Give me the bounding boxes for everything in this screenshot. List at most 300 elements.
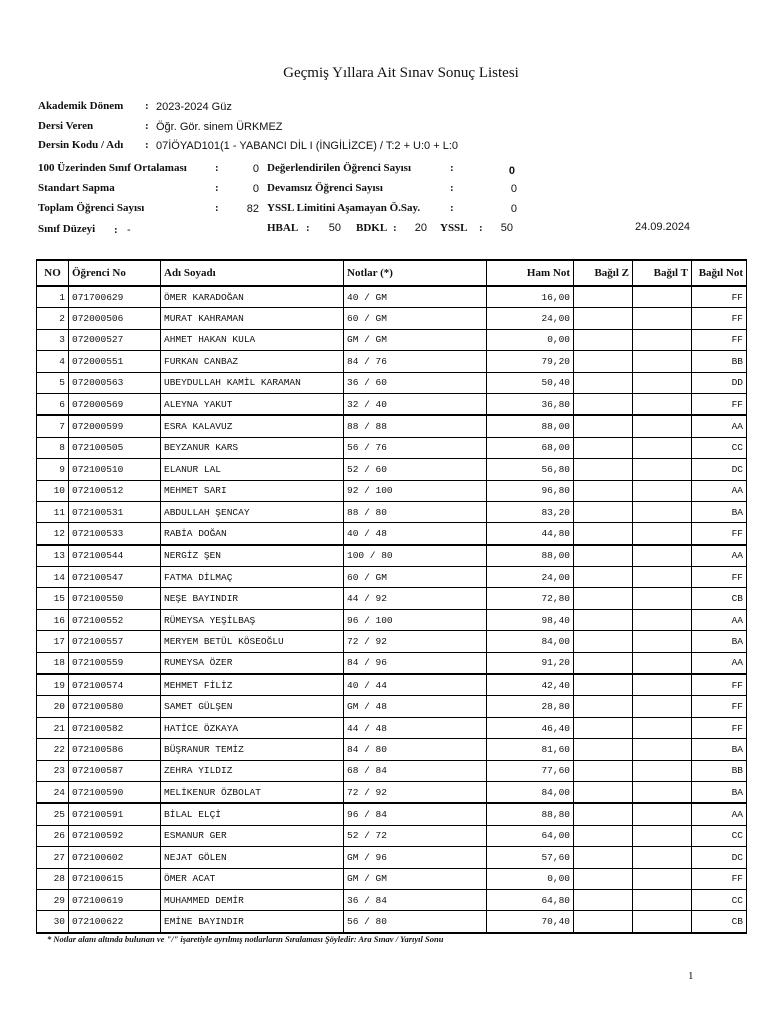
cell-adi-soyadi: ESMANUR GER: [161, 825, 344, 846]
cell-adi-soyadi: ÖMER KARADOĞAN: [161, 286, 344, 308]
cell-bagil-not: AA: [692, 545, 747, 567]
cell-no: 8: [37, 437, 69, 458]
cell-bagil-z: [574, 760, 633, 781]
cell-bagil-t: [633, 351, 692, 372]
colon: :: [450, 162, 454, 174]
cell-bagil-t: [633, 415, 692, 437]
cell-no: 9: [37, 459, 69, 480]
cell-ham-not: 36,80: [487, 393, 574, 415]
value-toplam-ogrenci: 82: [246, 203, 259, 215]
cell-notlar: 92 / 100: [344, 480, 487, 501]
cell-adi-soyadi: MURAT KAHRAMAN: [161, 308, 344, 329]
cell-ogrenci-no: 072100587: [69, 760, 161, 781]
colon: :: [393, 222, 397, 234]
cell-bagil-t: [633, 889, 692, 910]
column-header-bagil-z: Bağıl Z: [574, 260, 633, 286]
cell-bagil-not: FF: [692, 717, 747, 738]
cell-ham-not: 70,40: [487, 911, 574, 933]
cell-bagil-not: DC: [692, 847, 747, 868]
cell-notlar: 56 / 76: [344, 437, 487, 458]
cell-bagil-t: [633, 868, 692, 889]
cell-notlar: 56 / 80: [344, 911, 487, 933]
cell-notlar: GM / GM: [344, 329, 487, 350]
cell-bagil-not: FF: [692, 308, 747, 329]
cell-no: 27: [37, 847, 69, 868]
cell-notlar: 68 / 84: [344, 760, 487, 781]
cell-bagil-not: FF: [692, 329, 747, 350]
cell-ogrenci-no: 072100615: [69, 868, 161, 889]
label-bdkl: BDKL: [356, 222, 388, 234]
table-header-row: [37, 260, 747, 286]
cell-bagil-z: [574, 459, 633, 480]
cell-bagil-z: [574, 588, 633, 609]
cell-bagil-z: [574, 415, 633, 437]
cell-ham-not: 81,60: [487, 739, 574, 760]
cell-adi-soyadi: RÜMEYSA YEŞİLBAŞ: [161, 609, 344, 630]
table-row: [37, 825, 747, 846]
cell-adi-soyadi: NEJAT GÖLEN: [161, 847, 344, 868]
colon: :: [450, 202, 454, 214]
cell-notlar: 36 / 84: [344, 889, 487, 910]
cell-bagil-not: FF: [692, 393, 747, 415]
cell-notlar: 88 / 80: [344, 501, 487, 522]
table-row: [37, 674, 747, 696]
value-dersin-kodu: 07İÖYAD101(1 - YABANCI DİL I (İNGİLİZCE) / T:2 + U:0 + L:0: [156, 140, 459, 152]
cell-adi-soyadi: NERGİZ ŞEN: [161, 545, 344, 567]
value-yssl: 50: [500, 222, 513, 234]
colon: :: [145, 100, 149, 112]
value-akademik-donem: 2023-2024 Güz: [156, 101, 232, 113]
cell-bagil-z: [574, 567, 633, 588]
label-toplam-ogrenci: Toplam Öğrenci Sayısı: [38, 202, 145, 214]
cell-notlar: GM / 48: [344, 696, 487, 717]
label-akademik-donem: Akademik Dönem: [38, 100, 124, 112]
colon: :: [479, 222, 483, 234]
cell-ham-not: 24,00: [487, 567, 574, 588]
cell-ogrenci-no: 072100547: [69, 567, 161, 588]
label-sinif-ortalamasi: 100 Üzerinden Sınıf Ortalaması: [38, 162, 187, 174]
cell-adi-soyadi: MEHMET SARI: [161, 480, 344, 501]
cell-bagil-t: [633, 652, 692, 674]
cell-bagil-z: [574, 889, 633, 910]
cell-notlar: 84 / 96: [344, 652, 487, 674]
cell-adi-soyadi: RABİA DOĞAN: [161, 523, 344, 545]
table-row: [37, 847, 747, 868]
cell-bagil-z: [574, 609, 633, 630]
cell-bagil-t: [633, 501, 692, 522]
table-row: [37, 696, 747, 717]
cell-ogrenci-no: 072000551: [69, 351, 161, 372]
cell-bagil-t: [633, 372, 692, 393]
cell-no: 23: [37, 760, 69, 781]
cell-bagil-z: [574, 847, 633, 868]
cell-bagil-z: [574, 545, 633, 567]
cell-notlar: 72 / 92: [344, 781, 487, 803]
cell-adi-soyadi: ALEYNA YAKUT: [161, 393, 344, 415]
cell-bagil-z: [574, 308, 633, 329]
cell-ham-not: 68,00: [487, 437, 574, 458]
cell-bagil-t: [633, 825, 692, 846]
cell-ham-not: 72,80: [487, 588, 574, 609]
cell-bagil-t: [633, 329, 692, 350]
cell-ogrenci-no: 072100559: [69, 652, 161, 674]
cell-no: 12: [37, 523, 69, 545]
cell-ogrenci-no: 072100531: [69, 501, 161, 522]
cell-bagil-not: DD: [692, 372, 747, 393]
cell-bagil-t: [633, 393, 692, 415]
cell-adi-soyadi: NEŞE BAYINDIR: [161, 588, 344, 609]
cell-ham-not: 46,40: [487, 717, 574, 738]
cell-notlar: 32 / 40: [344, 393, 487, 415]
cell-ogrenci-no: 072100580: [69, 696, 161, 717]
cell-adi-soyadi: MERYEM BETÜL KÖSEOĞLU: [161, 631, 344, 652]
cell-bagil-z: [574, 480, 633, 501]
cell-notlar: 52 / 60: [344, 459, 487, 480]
cell-bagil-not: BA: [692, 739, 747, 760]
cell-notlar: 96 / 84: [344, 803, 487, 825]
cell-ogrenci-no: 072000563: [69, 372, 161, 393]
table-row: [37, 545, 747, 567]
cell-notlar: 60 / GM: [344, 567, 487, 588]
column-header-notlar: Notlar (*): [344, 260, 487, 286]
cell-bagil-z: [574, 329, 633, 350]
cell-notlar: 84 / 76: [344, 351, 487, 372]
cell-adi-soyadi: FURKAN CANBAZ: [161, 351, 344, 372]
cell-ogrenci-no: 072100602: [69, 847, 161, 868]
colon: :: [215, 182, 219, 194]
cell-ham-not: 88,00: [487, 545, 574, 567]
cell-adi-soyadi: FATMA DİLMAÇ: [161, 567, 344, 588]
cell-notlar: 40 / GM: [344, 286, 487, 308]
table-row: [37, 631, 747, 652]
cell-ham-not: 96,80: [487, 480, 574, 501]
cell-bagil-z: [574, 652, 633, 674]
cell-bagil-z: [574, 286, 633, 308]
table-row: [37, 911, 747, 933]
table-row: [37, 609, 747, 630]
cell-notlar: 96 / 100: [344, 609, 487, 630]
cell-ham-not: 16,00: [487, 286, 574, 308]
cell-bagil-t: [633, 760, 692, 781]
table-row: [37, 286, 747, 308]
cell-adi-soyadi: BEYZANUR KARS: [161, 437, 344, 458]
cell-no: 1: [37, 286, 69, 308]
table-row: [37, 459, 747, 480]
cell-no: 30: [37, 911, 69, 933]
cell-bagil-not: BA: [692, 501, 747, 522]
value-sinif-duzeyi: -: [127, 224, 131, 236]
cell-no: 6: [37, 393, 69, 415]
cell-ham-not: 91,20: [487, 652, 574, 674]
cell-bagil-t: [633, 674, 692, 696]
cell-bagil-not: AA: [692, 415, 747, 437]
cell-ham-not: 57,60: [487, 847, 574, 868]
value-degerlendirilen: 0: [508, 165, 515, 177]
cell-adi-soyadi: UBEYDULLAH KAMİL KARAMAN: [161, 372, 344, 393]
table-row: [37, 523, 747, 545]
cell-bagil-not: FF: [692, 286, 747, 308]
column-header-ogrenci-no: Öğrenci No: [69, 260, 161, 286]
cell-no: 26: [37, 825, 69, 846]
cell-bagil-t: [633, 739, 692, 760]
cell-notlar: GM / 96: [344, 847, 487, 868]
cell-ogrenci-no: 072000506: [69, 308, 161, 329]
cell-bagil-not: AA: [692, 803, 747, 825]
cell-bagil-z: [574, 717, 633, 738]
cell-no: 24: [37, 781, 69, 803]
value-standart-sapma: 0: [252, 183, 259, 195]
cell-adi-soyadi: AHMET HAKAN KULA: [161, 329, 344, 350]
cell-no: 21: [37, 717, 69, 738]
cell-adi-soyadi: MEHMET FİLİZ: [161, 674, 344, 696]
colon: :: [145, 139, 149, 151]
cell-ogrenci-no: 072100591: [69, 803, 161, 825]
table-row: [37, 393, 747, 415]
cell-bagil-not: BB: [692, 351, 747, 372]
table-row: [37, 372, 747, 393]
table-row: [37, 739, 747, 760]
table-row: [37, 760, 747, 781]
label-dersi-veren: Dersi Veren: [38, 120, 94, 132]
table-row: [37, 415, 747, 437]
cell-bagil-t: [633, 437, 692, 458]
footnote: * Notlar alanı altında bulunan ve "/" işaretiyle ayrılmış notlarların Sıralaması Şöyledir: Ara Sınav / Yarıyıl Sonu: [47, 934, 444, 944]
table-row: [37, 803, 747, 825]
table-row: [37, 351, 747, 372]
table-row: [37, 889, 747, 910]
cell-ham-not: 44,80: [487, 523, 574, 545]
cell-ogrenci-no: 072100622: [69, 911, 161, 933]
cell-bagil-not: DC: [692, 459, 747, 480]
cell-ham-not: 42,40: [487, 674, 574, 696]
cell-ham-not: 56,80: [487, 459, 574, 480]
cell-bagil-t: [633, 631, 692, 652]
cell-ham-not: 64,00: [487, 825, 574, 846]
cell-bagil-t: [633, 308, 692, 329]
cell-bagil-t: [633, 696, 692, 717]
cell-ham-not: 84,00: [487, 631, 574, 652]
cell-ham-not: 50,40: [487, 372, 574, 393]
label-devamsiz: Devamsız Öğrenci Sayısı: [267, 182, 383, 194]
value-devamsiz: 0: [510, 183, 517, 195]
cell-ogrenci-no: 072100586: [69, 739, 161, 760]
cell-bagil-not: BA: [692, 781, 747, 803]
cell-notlar: 100 / 80: [344, 545, 487, 567]
cell-no: 4: [37, 351, 69, 372]
cell-bagil-not: CB: [692, 911, 747, 933]
cell-ham-not: 79,20: [487, 351, 574, 372]
cell-bagil-z: [574, 437, 633, 458]
cell-ogrenci-no: 072100510: [69, 459, 161, 480]
cell-bagil-z: [574, 825, 633, 846]
colon: :: [215, 162, 219, 174]
cell-ham-not: 0,00: [487, 868, 574, 889]
cell-ogrenci-no: 071700629: [69, 286, 161, 308]
label-degerlendirilen: Değerlendirilen Öğrenci Sayısı: [267, 162, 412, 174]
value-sinif-ortalamasi: 0: [252, 163, 259, 175]
cell-ham-not: 64,80: [487, 889, 574, 910]
report-date: 24.09.2024: [635, 221, 691, 233]
label-standart-sapma: Standart Sapma: [38, 182, 115, 194]
cell-bagil-z: [574, 631, 633, 652]
cell-bagil-not: AA: [692, 609, 747, 630]
cell-no: 5: [37, 372, 69, 393]
cell-notlar: GM / GM: [344, 868, 487, 889]
cell-no: 13: [37, 545, 69, 567]
cell-ogrenci-no: 072100505: [69, 437, 161, 458]
column-header-ham-not: Ham Not: [487, 260, 574, 286]
colon: :: [215, 202, 219, 214]
cell-notlar: 88 / 88: [344, 415, 487, 437]
cell-bagil-z: [574, 781, 633, 803]
cell-ogrenci-no: 072100574: [69, 674, 161, 696]
cell-bagil-not: BA: [692, 631, 747, 652]
cell-adi-soyadi: SAMET GÜLŞEN: [161, 696, 344, 717]
cell-adi-soyadi: HATİCE ÖZKAYA: [161, 717, 344, 738]
table-row: [37, 588, 747, 609]
cell-bagil-t: [633, 609, 692, 630]
column-header-no: NO: [37, 260, 69, 286]
cell-bagil-not: CC: [692, 825, 747, 846]
value-hbal: 50: [328, 222, 341, 234]
cell-ogrenci-no: 072100550: [69, 588, 161, 609]
cell-adi-soyadi: RUMEYSA ÖZER: [161, 652, 344, 674]
cell-bagil-not: AA: [692, 652, 747, 674]
cell-notlar: 52 / 72: [344, 825, 487, 846]
document-title: Geçmiş Yıllara Ait Sınav Sonuç Listesi: [283, 65, 519, 81]
label-yssl-asamayan: YSSL Limitini Aşamayan Ö.Say.: [267, 202, 421, 214]
label-hbal: HBAL: [267, 222, 299, 234]
cell-bagil-not: FF: [692, 523, 747, 545]
table-row: [37, 329, 747, 350]
cell-bagil-z: [574, 696, 633, 717]
table-row: [37, 567, 747, 588]
cell-adi-soyadi: EMİNE BAYINDIR: [161, 911, 344, 933]
column-header-adi-soyadi: Adı Soyadı: [161, 260, 344, 286]
cell-ogrenci-no: 072100619: [69, 889, 161, 910]
colon: :: [306, 222, 310, 234]
column-header-bagil-not: Bağıl Not: [692, 260, 747, 286]
cell-bagil-t: [633, 567, 692, 588]
cell-no: 19: [37, 674, 69, 696]
cell-bagil-t: [633, 781, 692, 803]
label-sinif-duzeyi: Sınıf Düzeyi: [38, 223, 96, 235]
cell-adi-soyadi: MUHAMMED DEMİR: [161, 889, 344, 910]
cell-adi-soyadi: BİLAL ELÇİ: [161, 803, 344, 825]
cell-no: 28: [37, 868, 69, 889]
cell-no: 20: [37, 696, 69, 717]
cell-ogrenci-no: 072100533: [69, 523, 161, 545]
cell-ham-not: 83,20: [487, 501, 574, 522]
cell-bagil-not: FF: [692, 674, 747, 696]
cell-bagil-z: [574, 523, 633, 545]
cell-bagil-t: [633, 523, 692, 545]
cell-bagil-z: [574, 393, 633, 415]
colon: :: [114, 224, 118, 236]
cell-no: 15: [37, 588, 69, 609]
cell-bagil-not: AA: [692, 480, 747, 501]
cell-bagil-t: [633, 480, 692, 501]
table-row: [37, 308, 747, 329]
cell-bagil-t: [633, 911, 692, 933]
cell-no: 16: [37, 609, 69, 630]
cell-bagil-z: [574, 501, 633, 522]
table-row: [37, 437, 747, 458]
cell-adi-soyadi: BÜŞRANUR TEMİZ: [161, 739, 344, 760]
cell-ham-not: 88,80: [487, 803, 574, 825]
cell-no: 14: [37, 567, 69, 588]
cell-no: 3: [37, 329, 69, 350]
table-row: [37, 717, 747, 738]
cell-notlar: 84 / 80: [344, 739, 487, 760]
cell-ham-not: 0,00: [487, 329, 574, 350]
cell-ham-not: 28,80: [487, 696, 574, 717]
cell-bagil-t: [633, 803, 692, 825]
cell-ham-not: 88,00: [487, 415, 574, 437]
colon: :: [145, 120, 149, 132]
cell-no: 17: [37, 631, 69, 652]
cell-notlar: 40 / 48: [344, 523, 487, 545]
cell-ogrenci-no: 072000599: [69, 415, 161, 437]
cell-ogrenci-no: 072100590: [69, 781, 161, 803]
cell-no: 7: [37, 415, 69, 437]
table-row: [37, 501, 747, 522]
cell-ogrenci-no: 072000527: [69, 329, 161, 350]
cell-bagil-z: [574, 911, 633, 933]
cell-notlar: 36 / 60: [344, 372, 487, 393]
cell-bagil-not: FF: [692, 696, 747, 717]
cell-bagil-not: BB: [692, 760, 747, 781]
cell-bagil-not: CB: [692, 588, 747, 609]
cell-notlar: 60 / GM: [344, 308, 487, 329]
cell-ogrenci-no: 072000569: [69, 393, 161, 415]
cell-ogrenci-no: 072100544: [69, 545, 161, 567]
cell-no: 22: [37, 739, 69, 760]
column-header-bagil-t: Bağıl T: [633, 260, 692, 286]
table-row: [37, 868, 747, 889]
cell-notlar: 72 / 92: [344, 631, 487, 652]
value-yssl-asamayan: 0: [510, 203, 517, 215]
cell-no: 11: [37, 501, 69, 522]
cell-bagil-z: [574, 372, 633, 393]
cell-no: 2: [37, 308, 69, 329]
cell-bagil-t: [633, 717, 692, 738]
cell-bagil-t: [633, 545, 692, 567]
colon: :: [450, 182, 454, 194]
cell-bagil-not: CC: [692, 889, 747, 910]
cell-bagil-t: [633, 459, 692, 480]
table-row: [37, 480, 747, 501]
cell-ham-not: 84,00: [487, 781, 574, 803]
cell-no: 18: [37, 652, 69, 674]
cell-bagil-z: [574, 674, 633, 696]
label-dersin-kodu: Dersin Kodu / Adı: [38, 139, 124, 151]
cell-ogrenci-no: 072100512: [69, 480, 161, 501]
cell-bagil-z: [574, 868, 633, 889]
cell-bagil-not: FF: [692, 868, 747, 889]
cell-ham-not: 98,40: [487, 609, 574, 630]
cell-ham-not: 77,60: [487, 760, 574, 781]
cell-bagil-t: [633, 588, 692, 609]
cell-adi-soyadi: ABDULLAH ŞENCAY: [161, 501, 344, 522]
label-yssl: YSSL: [440, 222, 468, 234]
value-bdkl: 20: [414, 222, 427, 234]
value-dersi-veren: Öğr. Gör. sinem ÜRKMEZ: [156, 121, 283, 133]
cell-notlar: 40 / 44: [344, 674, 487, 696]
cell-bagil-z: [574, 803, 633, 825]
cell-bagil-t: [633, 847, 692, 868]
cell-bagil-t: [633, 286, 692, 308]
